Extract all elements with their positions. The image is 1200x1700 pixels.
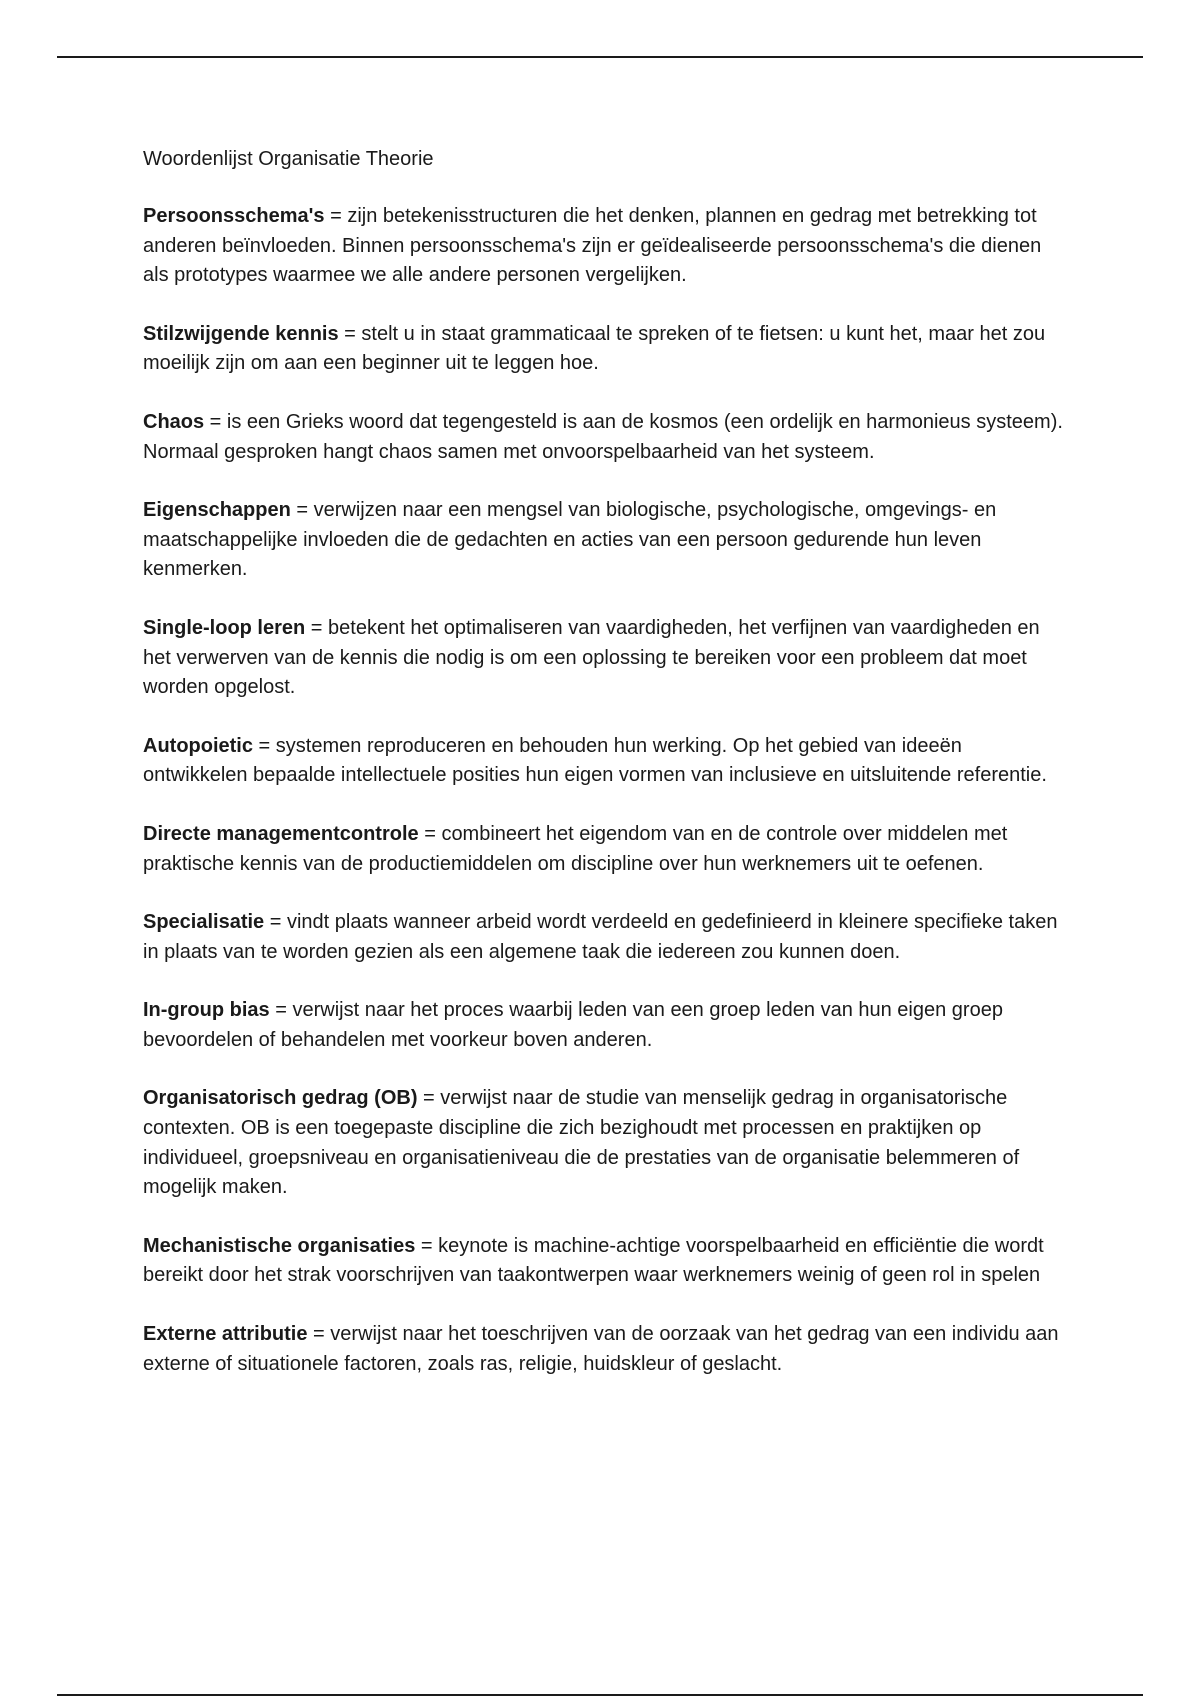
entry-definition: verwijst naar het toeschrijven van de oorzaak van het gedrag van een individu aan externe of situationele factoren, zoals ras, religie, huidskleur of geslacht. [143,1323,1059,1375]
entry-separator: = [418,822,442,845]
entry-term: Stilzwijgende kennis [143,322,339,345]
entry-term: Chaos [143,410,205,433]
header-rule [57,56,1143,58]
glossary-entry [143,908,1063,967]
glossary-entry [143,408,1063,467]
document-title: Woordenlijst Organisatie Theorie [143,148,434,170]
glossary-entry [143,996,1063,1055]
entry-separator: = [324,205,348,227]
glossary-entry [143,496,1063,585]
entry-separator: = [253,734,276,757]
entry-separator: = [415,1234,439,1257]
entry-definition: stelt u in staat grammaticaal te spreken of te fietsen: u kunt het, maar het zou moeilijk zijn om aan een beginner uit te leggen hoe. [143,322,1046,375]
glossary-entry [143,820,1063,879]
entry-definition: verwijst naar de studie van menselijk gedrag in organisatorische contexten. OB is een toegepaste discipline die zich bezighoudt met processen en praktijken op individueel, groepsniveau en organisatieniveau die de prestaties van de organisatie belemmeren of mogelijk maken. [143,1087,1020,1199]
entry-definition: verwijst naar het proces waarbij leden van een groep leden van hun eigen groep bevoordelen of behandelen met voorkeur boven anderen. [143,999,1003,1051]
entry-separator: = [290,499,314,522]
entry-definition: is een Grieks woord dat tegengesteld is aan de kosmos (een ordelijk en harmonieus systeem). Normaal gesproken hangt chaos samen met onvoorspelbaarheid van het systeem. [143,410,1063,463]
entry-term: Eigenschappen [143,499,291,522]
entry-separator: = [338,322,362,345]
glossary-entry [143,1320,1063,1379]
entry-term: In-group bias [143,999,270,1022]
entry-definition: combineert het eigendom van en de controle over middelen met praktische kennis van de productiemiddelen om discipline over hun werknemers uit te oefenen. [143,822,1008,875]
entry-separator: = [204,410,227,433]
entry-term: Directe managementcontrole [143,822,419,845]
document-body [143,144,1063,1408]
entry-separator: = [305,616,329,639]
entry-definition: vindt plaats wanneer arbeid wordt verdeeld en gedefinieerd in kleinere specifieke taken in plaats van te worden gezien als een algemene taak die iedereen zou kunnen doen. [143,911,1058,963]
entry-term: Single-loop leren [143,616,306,639]
footer-rule [57,1694,1143,1696]
entry-definition: systemen reproduceren en behouden hun werking. Op het gebied van ideeën ontwikkelen bepaalde intellectuele posities hun eigen vormen van inclusieve en uitsluitende referentie. [143,734,1047,787]
entry-separator: = [307,1323,331,1346]
entry-term: Autopoietic [143,734,253,757]
entry-term: Specialisatie [143,911,265,934]
entry-definition: keynote is machine-achtige voorspelbaarheid en efficiëntie die wordt bereikt door het strak voorschrijven van taakontwerpen waar werknemers weinig of geen rol in spelen [143,1234,1044,1287]
entry-separator: = [264,911,287,934]
glossary-entry [143,1232,1063,1291]
entry-term: Externe attributie [143,1323,308,1346]
entry-definition: verwijzen naar een mengsel van biologische, psychologische, omgevings- en maatschappelijke invloeden die de gedachten en acties van een persoon gedurende hun leven kenmerken. [143,499,997,581]
glossary-entry [143,202,1063,291]
glossary-entry [143,614,1063,703]
entry-separator: = [269,999,293,1022]
entry-definition: betekent het optimaliseren van vaardigheden, het verfijnen van vaardigheden en het verwerven van de kennis die nodig is om een oplossing te bereiken voor een probleem dat moet worden opgelost. [143,616,1040,699]
glossary-entry [143,1084,1063,1202]
entry-term: Organisatorisch gedrag (OB) [143,1087,418,1110]
glossary-entry [143,732,1063,791]
entry-definition: zijn betekenisstructuren die het denken, plannen en gedrag met betrekking tot anderen beïnvloeden. Binnen persoonsschema's zijn er geïdealiseerde persoonsschema's die dienen als prototypes waarmee we alle andere personen vergelijken. [143,205,1042,287]
entry-term: Mechanistische organisaties [143,1234,416,1257]
entry-term: Persoonsschema's [143,205,325,227]
glossary-entry [143,320,1063,379]
entry-separator: = [417,1087,441,1110]
